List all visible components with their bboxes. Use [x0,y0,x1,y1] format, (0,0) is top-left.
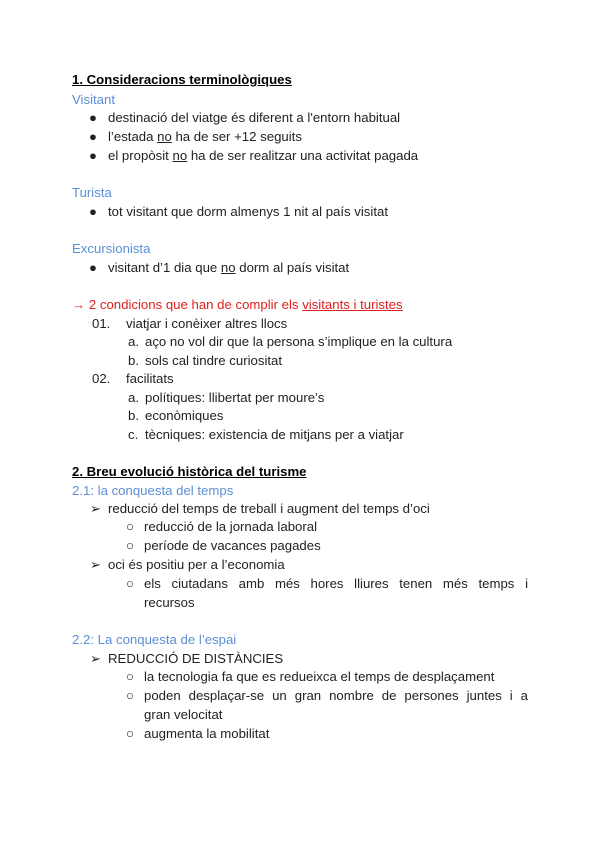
section-2-heading: 2. Breu evolució històrica del turisme [72,464,307,479]
list-item: ➢ reducció del temps de treball i augment del temps d’oci [90,501,430,516]
arrow-bullet-icon: ➢ [90,651,102,666]
visitant-heading: Visitant [72,92,116,107]
sub-item: b. econòmiques [128,408,224,423]
arrow-right-icon: → [72,297,86,312]
bullet-icon: ● [89,129,97,144]
circle-bullet-icon: ○ [126,538,134,553]
excursionista-heading: Excursionista [72,241,151,256]
circle-bullet-icon: ○ [126,519,134,534]
sub-item-text: recursos [144,595,195,610]
sub-item: b. sols cal tindre curiositat [128,353,283,368]
sub-item [126,687,134,705]
arrow-bullet-icon: ➢ [90,501,102,516]
subsection-2-2-heading: 2.2: La conquesta de l’espai [72,632,237,647]
turista-heading: Turista [72,185,112,200]
circle-bullet-icon: ○ [126,726,134,741]
bullet-icon: ● [89,148,97,163]
section-1-heading: 1. Consideracions terminològiques [72,72,292,87]
sub-item-text: gran velocitat [144,707,223,722]
bullet-icon: ● [89,110,97,125]
bullet-icon: ● [89,260,97,275]
sub-item-text: poden desplaçar-se un gran nombre de persones juntes i a [144,688,528,703]
conditions-link[interactable]: visitants i turistes [302,297,403,312]
sub-item: ○ període de vacances pagades [126,538,321,553]
sub-item: ○ la tecnologia fa que es redueixca el temps de desplaçament [126,669,495,684]
sub-item: ○ reducció de la jornada laboral [126,519,318,534]
sub-item: c. tècniques: existencia de mitjans per a viatjar [128,427,404,442]
circle-bullet-icon: ○ [126,669,134,684]
circle-bullet-icon: ○ [126,688,134,703]
sub-item: a. aço no vol dir que la persona s’implique en la cultura [128,334,453,349]
ordered-item: 01. viatjar i conèixer altres llocs [92,316,288,331]
ordered-item: 02. facilitats [92,371,174,386]
sub-item [126,575,134,593]
subsection-2-1-heading: 2.1: la conquesta del temps [72,483,234,498]
list-item: ➢ REDUCCIÓ DE DISTÀNCIES [90,651,284,666]
sub-item: a. polítiques: llibertat per moure’s [128,390,325,405]
arrow-bullet-icon: ➢ [90,557,102,572]
list-item: ➢ oci és positiu per a l’economia [90,557,285,572]
sub-item-text: els ciutadans amb més hores lliures tenen més temps i [144,576,528,591]
sub-item: ○ augmenta la mobilitat [126,726,270,741]
circle-bullet-icon: ○ [126,576,134,591]
bullet-icon: ● [89,204,97,219]
document-page: 1. Consideracions terminològiques Visitant ● destinació del viatge és diferent a l'entorn habitual ● l’estada no ha de ser +12 seguits ● el propòsit no ha de ser realitzar una activitat pagada Turista ● tot visitant que dorm almenys 1 nit al país visitat Excursionista ● visitant d’1 dia que no dorm al país visitat → 2 condicions que han de complir els visitants i turistes 01. viatjar i conèixer altres llocs a. aço no vol dir que la persona s’implique en la cultura b. sols cal tindre curiositat 02. facilitats a. polítiques: llibertat per moure’s b. econòmiques c. tècniques: existencia de mitjans per a viatjar 2. Breu evolució històrica del turisme 2.1: la conquesta del temps ➢ reducció del temps de treball i augment del temps d’oci ○ reducció de la jornada laboral ○ període de vacances pagades ➢ oci és positiu per a l’economia ○ els ciutadans amb més hores lliures tenen més temps i recursos 2.2: La conquesta de l’espai ➢ REDUCCIÓ DE DISTÀNCIES ○ la tecnologia fa que es redueixca el temps de desplaçament ○ poden desplaçar-se un gran nombre de persones juntes i a gran velocitat ○ augmenta la mobilitat [72,72,528,741]
conditions-line: → 2 condicions que han de complir els visitants i turistes [72,297,403,312]
